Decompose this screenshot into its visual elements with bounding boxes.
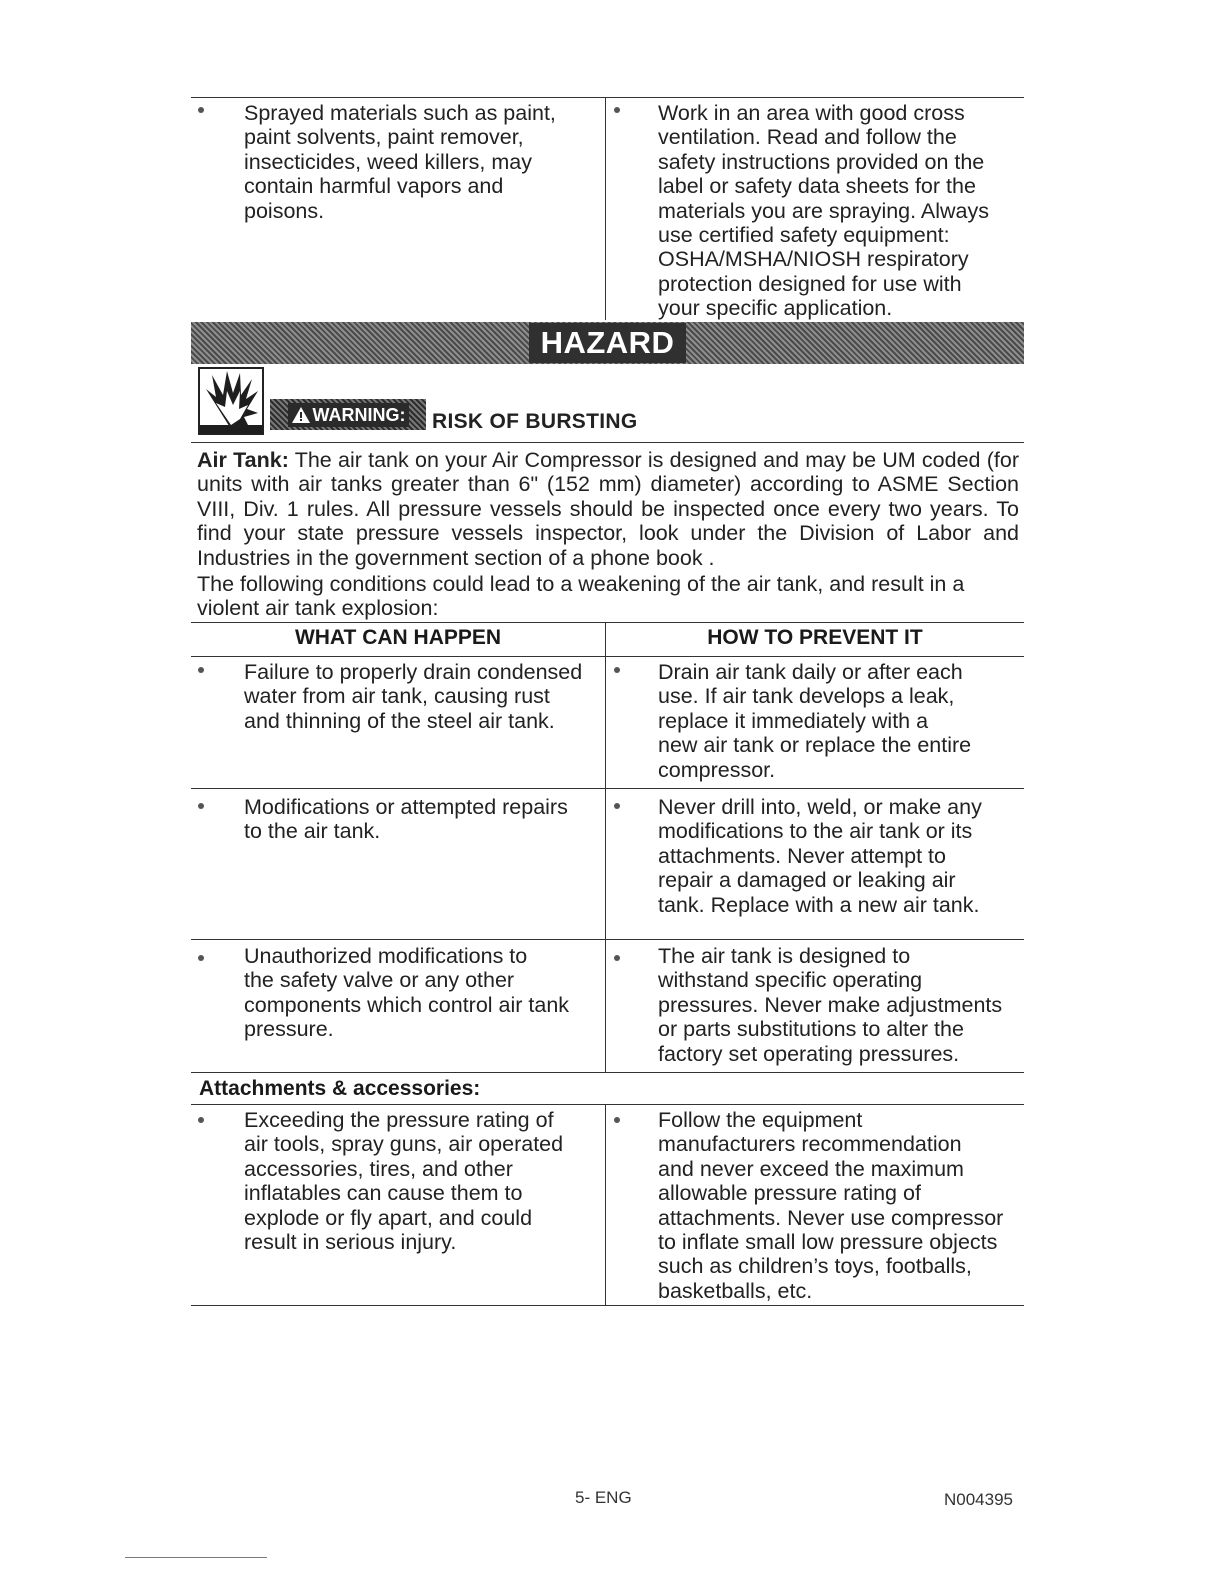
explosion-icon	[198, 367, 264, 435]
bullet-icon	[614, 1117, 620, 1123]
column-divider	[605, 623, 606, 656]
section-rule	[191, 442, 1024, 443]
cell-text: Exceeding the pressure rating of air tools, spray guns, air operated accessories, tires, and other inflatables can cause them to explode or fly apart, and could result in serious injury.	[244, 1108, 564, 1255]
table-cell-left	[191, 789, 605, 939]
table-top-rule	[191, 622, 1024, 623]
document-code: N004395	[944, 1490, 1014, 1509]
cell-text: Drain air tank daily or after each use. If air tank develops a leak, replace it immediately with a new air tank or replace the entire compressor.	[658, 660, 972, 782]
warning-triangle-icon	[291, 406, 311, 424]
table-cell-left	[191, 940, 605, 1072]
bullet-icon	[614, 107, 620, 113]
bullet-icon	[198, 955, 204, 961]
conditions-intro: The following conditions could lead to a weakening of the air tank, and result in a violent air tank explosion:	[197, 572, 965, 621]
cell-text: Follow the equipment manufacturers recommendation and never exceed the maximum allowable pressure rating of attachments. Never use compressor to inflate small low pressure objects such as children’s toys, footballs, basketballs, etc.	[658, 1108, 1004, 1303]
table-cell-left	[191, 657, 605, 788]
air-tank-text: The air tank on your Air Compressor is designed and may be UM coded (for units with air tanks greater than 6" (152 mm) diameter) according to ASME Section VIII, Div. 1 rules. All pressure vessels should be inspected once every two years. To find your state pressure vessels inspector, look under the Division of Labor and Industries in the government section of a phone book .	[197, 448, 1019, 570]
cell-text: Sprayed materials such as paint, paint solvents, paint remover, insecticides, weed killers, may contain harmful vapors and poisons.	[244, 101, 556, 223]
column-header-how-to-prevent: HOW TO PREVENT IT	[707, 626, 923, 649]
bullet-icon	[614, 803, 620, 809]
table-cell-right	[605, 657, 1024, 788]
cell-text: Modifications or attempted repairs to the air tank.	[244, 795, 568, 844]
warning-label: WARNING:	[312, 404, 406, 425]
table-row	[191, 98, 1024, 320]
table-cell-right	[605, 789, 1024, 939]
column-header-what-can-happen: WHAT CAN HAPPEN	[294, 626, 502, 649]
hazard-banner	[191, 322, 1024, 364]
cell-text: Failure to properly drain condensed water from air tank, causing rust and thinning of the steel air tank.	[244, 660, 583, 733]
table-cell-left	[191, 98, 605, 320]
cell-text: Never drill into, weld, or make any modifications to the air tank or its attachments. Never attempt to repair a damaged or leaking air tank. Replace with a new air tank.	[658, 795, 982, 917]
cell-text: The air tank is designed to withstand specific operating pressures. Never make adjustments or parts substitutions to alter the factory set operating pressures.	[658, 944, 1003, 1066]
cell-text: Unauthorized modifications to the safety valve or any other components which control air tank pressure.	[244, 944, 570, 1042]
table-cell-right	[605, 940, 1024, 1072]
table-cell-left	[191, 1105, 605, 1305]
warning-label-wrap	[288, 403, 409, 427]
bullet-icon	[198, 667, 204, 673]
page-number: 5- ENG	[575, 1488, 632, 1507]
bullet-icon	[198, 1117, 204, 1123]
table-row	[191, 789, 1024, 939]
bullet-icon	[614, 667, 620, 673]
bullet-icon	[198, 803, 204, 809]
bullet-icon	[614, 955, 620, 961]
warning-badge	[270, 399, 426, 430]
table-row	[191, 1105, 1024, 1305]
risk-title: RISK OF BURSTING	[432, 410, 638, 433]
table-cell-right	[605, 1105, 1024, 1305]
edge-line	[125, 1557, 267, 1558]
table-bottom-rule	[191, 1305, 1024, 1306]
air-tank-paragraph	[197, 448, 1019, 570]
hazard-title: HAZARD	[529, 323, 687, 363]
table-row	[191, 940, 1024, 1072]
table-row	[191, 657, 1024, 788]
attachments-heading: Attachments & accessories:	[199, 1077, 481, 1100]
cell-text: Work in an area with good cross ventilation. Read and follow the safety instructions provided on the label or safety data sheets for the materials you are spraying. Always use certified safety equipment: OSHA/MSHA/NIOSH respiratory protection designed for use with your specific application.	[658, 101, 990, 321]
air-tank-label: Air Tank:	[197, 448, 289, 472]
bullet-icon	[198, 107, 204, 113]
row-rule	[191, 1072, 1024, 1073]
table-cell-right	[605, 98, 1024, 320]
